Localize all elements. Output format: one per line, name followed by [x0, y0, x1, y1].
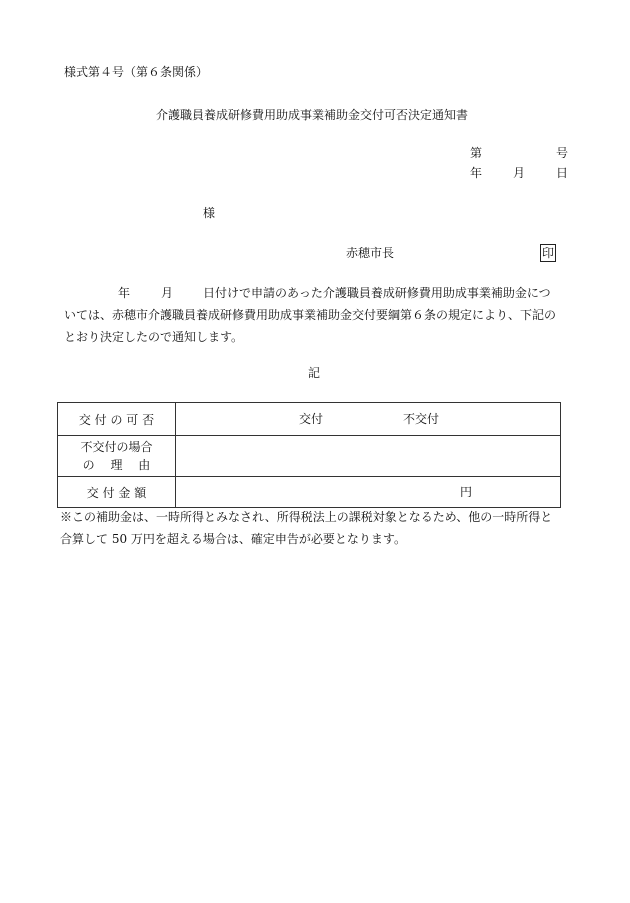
date-day: 日 — [556, 166, 569, 180]
amount-value — [176, 477, 561, 508]
reason-label-line-2: の 理 由 — [82, 458, 151, 472]
yen-unit: 円 — [460, 485, 473, 499]
table-row — [58, 477, 561, 508]
body-line-3: とおり決定したので通知します。 — [64, 330, 244, 344]
body-line-1 — [64, 282, 569, 304]
table-row — [58, 436, 561, 477]
decision-table — [57, 402, 561, 508]
reason-value — [176, 436, 561, 477]
issuer-name: 赤穂市長 — [346, 246, 395, 260]
reject-option: 不交付 — [403, 412, 440, 426]
number-suffix: 号 — [556, 146, 569, 160]
reason-label-line-1: 不交付の場合 — [80, 440, 153, 454]
reason-label — [58, 436, 176, 477]
table-row — [58, 403, 561, 436]
tax-note — [60, 506, 575, 550]
amount-label: 交 付 金 額 — [58, 477, 176, 508]
document-title: 介護職員養成研修費用助成事業補助金交付可否決定通知書 — [156, 108, 469, 122]
approve-option: 交付 — [299, 412, 324, 426]
number-prefix: 第 — [470, 146, 483, 160]
body-line-2: いては、赤穂市介護職員養成研修費用助成事業補助金交付要綱第６条の規定により、下記の — [64, 308, 557, 322]
body-year: 年 — [118, 286, 131, 300]
form-number-label: 様式第４号（第６条関係） — [64, 65, 209, 79]
body-month: 月 — [161, 286, 174, 300]
date-year: 年 — [470, 166, 483, 180]
body-paragraph — [64, 282, 569, 348]
approval-label: 交 付 の 可 否 — [58, 403, 176, 436]
approval-options — [176, 403, 561, 436]
tax-note-line-1: ※この補助金は、一時所得とみなされ、所得税法上の課税対象となるため、他の一時所得と — [60, 510, 553, 524]
tax-note-line-2: 合算して 50 万円を超える場合は、確定申告が必要となります。 — [60, 532, 406, 546]
ki-heading: 記 — [308, 366, 321, 380]
seal-mark: 印 — [542, 246, 555, 260]
date-month: 月 — [513, 166, 526, 180]
body-line-1-text: 日付けで申請のあった介護職員養成研修費用助成事業補助金につ — [203, 286, 551, 300]
addressee-honorific: 様 — [203, 206, 216, 220]
